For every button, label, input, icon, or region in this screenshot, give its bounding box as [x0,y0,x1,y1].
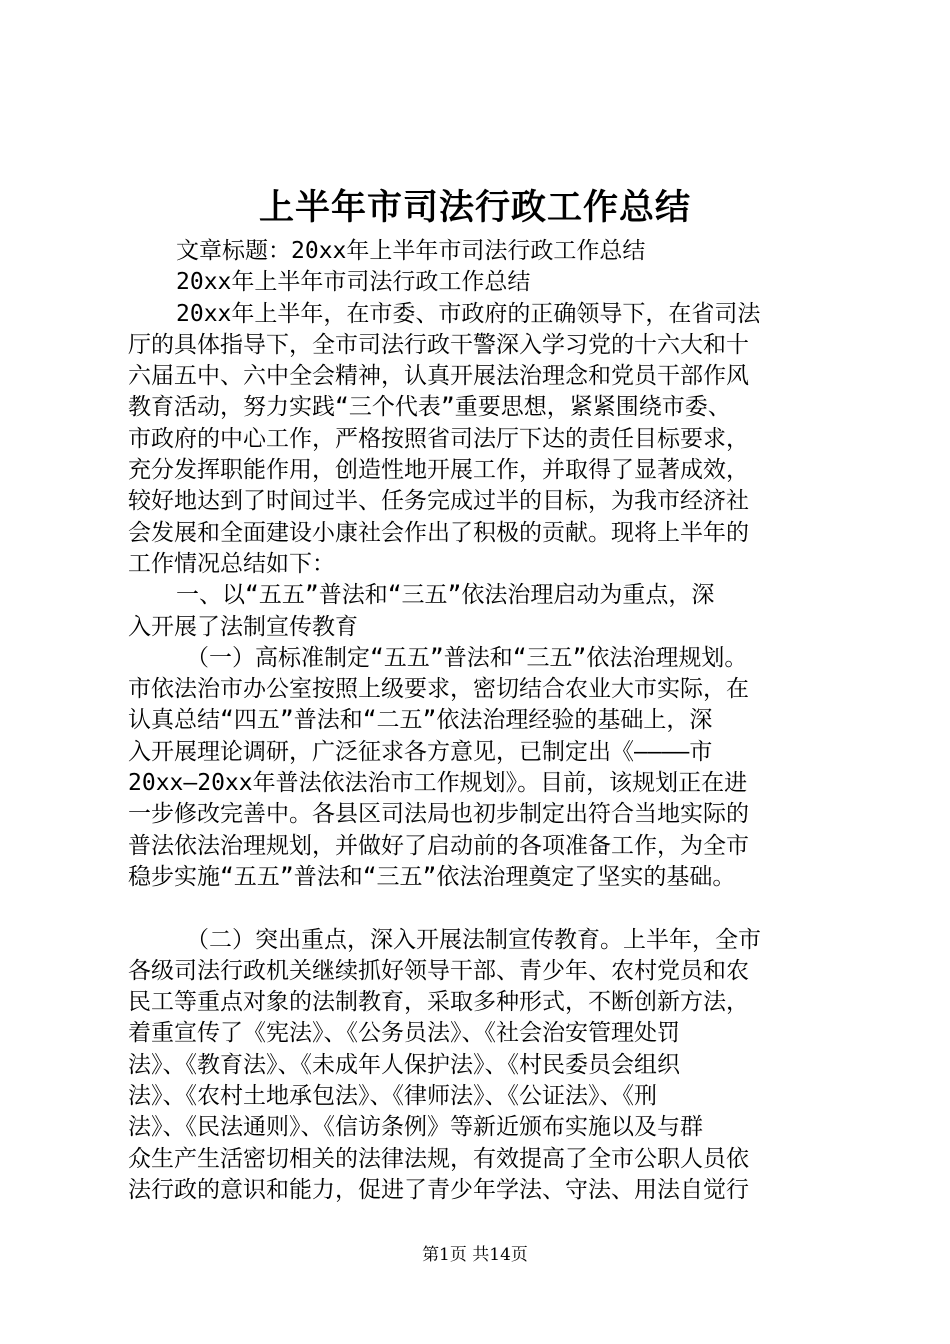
article-title-line: 文章标题：20xx年上半年市司法行政工作总结 [176,238,646,264]
paragraph-line: 入开展理论调研，广泛征求各方意见，已制定出《————市 [128,738,713,765]
paragraph-line: 会发展和全面建设小康社会作出了积极的贡献。现将上半年的 [128,519,749,546]
paragraph-line: 六届五中、六中全会精神，认真开展法治理念和党员干部作风 [128,363,749,390]
paragraph-line: 法》、《民法通则》、《信访条例》等新近颁布实施以及与群 [128,1114,703,1141]
section-heading-line: 入开展了法制宣传教育 [128,613,358,640]
paragraph-line: 民工等重点对象的法制教育，采取多种形式，不断创新方法， [128,989,749,1016]
paragraph-line: 普法依法治理规划，并做好了启动前的各项准备工作，为全市 [128,832,749,859]
subsection-heading-line: （二）突出重点，深入开展法制宣传教育。上半年，全市 [186,926,761,953]
blank-line [128,893,834,924]
paragraph-line: 众生产生活密切相关的法律法规，有效提高了全市公职人员依 [128,1145,749,1172]
subtitle-line: 20xx年上半年市司法行政工作总结 [176,269,531,296]
document-title: 上半年市司法行政工作总结 [258,187,691,228]
paragraph-line: 法行政的意识和能力，促进了青少年学法、守法、用法自觉行 [128,1176,749,1203]
paragraph-line: 市依法治市办公室按照上级要求，密切结合农业大市实际，在 [128,676,749,703]
paragraph-line: 一步修改完善中。各县区司法局也初步制定出符合当地实际的 [128,801,749,828]
paragraph-line: 20xx—20xx年普法依法治市工作规划》。目前，该规划正在进 [128,770,748,797]
paragraph-line: 较好地达到了时间过半、任务完成过半的目标，为我市经济社 [128,488,749,515]
subsection-heading-line: （一）高标准制定“五五”普法和“三五”依法治理规划。 [186,644,748,671]
paragraph-line: 法》、《农村土地承包法》、《律师法》、《公证法》、《刑 [128,1083,657,1110]
paragraph-line: 20xx年上半年，在市委、市政府的正确领导下，在省司法 [176,300,761,327]
paragraph-line: 市政府的中心工作，严格按照省司法厅下达的责任目标要求， [128,425,749,452]
document-body [128,236,834,1206]
paragraph-line: 工作情况总结如下： [128,550,335,577]
paragraph-line: 稳步实施“五五”普法和“三五”依法治理奠定了坚实的基础。 [128,863,736,890]
page-number-footer: 第1页 共14页 [422,1245,528,1265]
section-heading-line: 一、以“五五”普法和“三五”依法治理启动为重点，深 [176,582,715,609]
paragraph-line: 认真总结“四五”普法和“二五”依法治理经验的基础上，深 [128,707,713,734]
paragraph-line: 着重宣传了《宪法》、《公务员法》、《社会治安管理处罚 [128,1020,680,1047]
paragraph-line: 各级司法行政机关继续抓好领导干部、青少年、农村党员和农 [128,957,749,984]
paragraph-line: 法》、《教育法》、《未成年人保护法》、《村民委员会组织 [128,1051,680,1078]
paragraph-line: 充分发挥职能作用，创造性地开展工作，并取得了显著成效， [128,457,749,484]
paragraph-line: 厅的具体指导下，全市司法行政干警深入学习党的十六大和十 [128,331,749,358]
paragraph-line: 教育活动，努力实践“三个代表”重要思想，紧紧围绕市委、 [128,394,731,421]
